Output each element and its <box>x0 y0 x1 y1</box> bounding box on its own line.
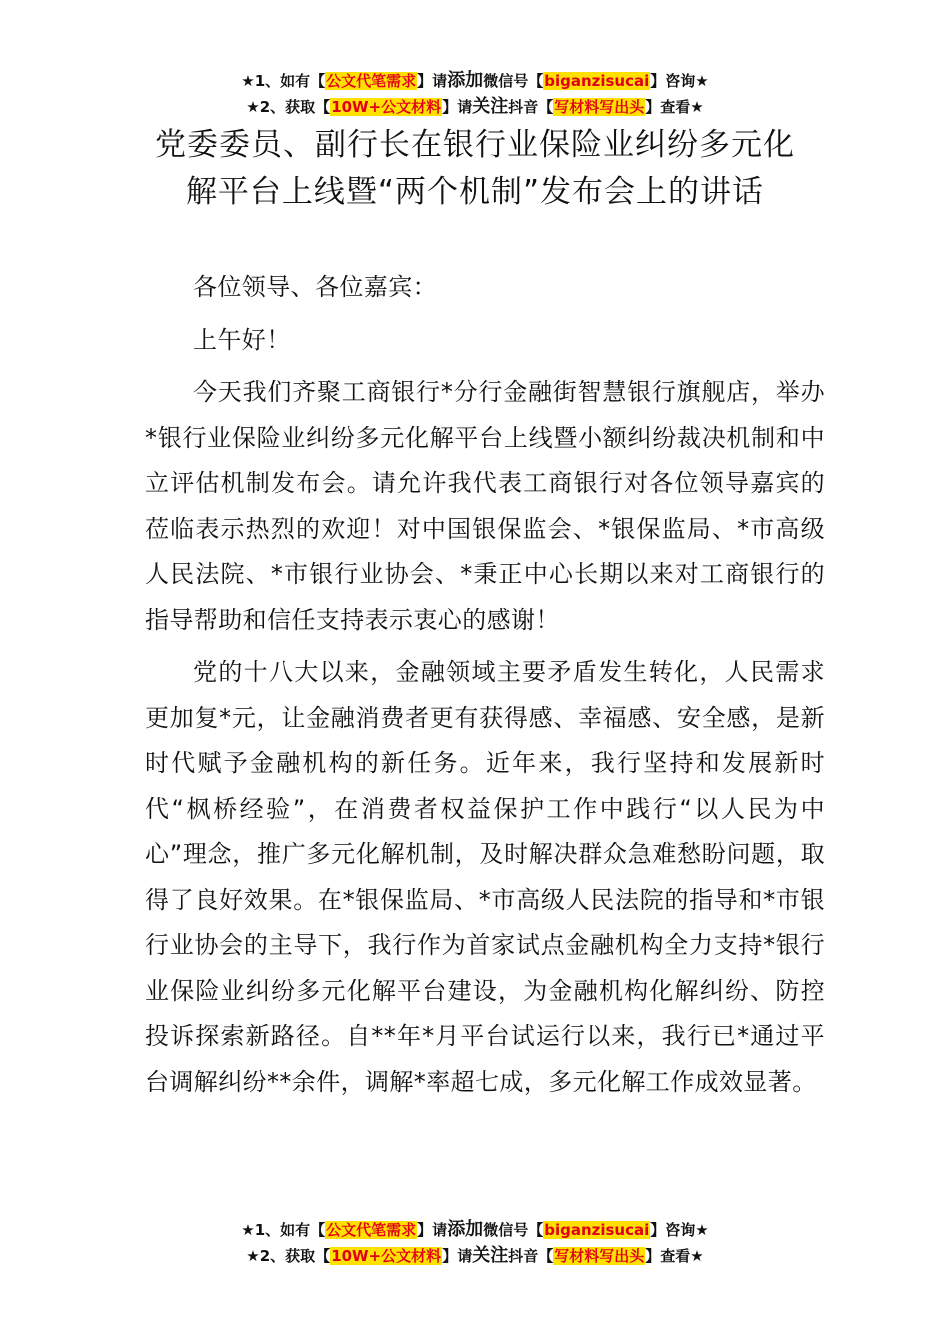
promo-text: 】查看★ <box>645 98 704 116</box>
promo-wechat-id: biganzisucai <box>544 72 650 90</box>
header-promo-banner <box>0 68 950 120</box>
promo-text: 微信号【 <box>483 72 544 90</box>
body-paragraph: 今天我们齐聚工商银行*分行金融街智慧银行旗舰店，举办*银行业保险业纠纷多元化解平台上线暨小额纠纷裁决机制和中立评估机制发布会。请允许我代表工商银行对各位领导嘉宾的莅临表示热烈的欢迎！对中国银保监会、*银保监局、*市高级人民法院、*市银行业协会、*秉正中心长期以来对工商银行的指导帮助和信任支持表示衷心的感谢！ <box>145 378 825 634</box>
promo-douyin-id: 写材料写出头 <box>554 1247 645 1265</box>
promo-line-2 <box>0 1243 950 1269</box>
promo-highlight: 10W+公文材料 <box>331 98 442 116</box>
promo-text: ★1、如有【 <box>241 72 326 90</box>
promo-highlight: 公文代笔需求 <box>326 1221 417 1239</box>
promo-text: ★1、如有【 <box>241 1221 326 1239</box>
body-paragraph: 党的十八大以来，金融领域主要矛盾发生转化，人民需求更加复*元，让金融消费者更有获得感、幸福感、安全感，是新时代赋予金融机构的新任务。近年来，我行坚持和发展新时代“枫桥经验”，在消费者权益保护工作中践行“以人民为中心”理念，推广多元化解机制，及时解决群众急难愁盼问题，取得了良好效果。在*银保监局、*市高级人民法院的指导和*市银行业协会的主导下，我行作为首家试点金融机构全力支持*银行业保险业纠纷多元化解平台建设，为金融机构化解纠纷、防控投诉探索新路径。自**年*月平台试运行以来，我行已*通过平台调解纠纷**余件，调解*率超七成，多元化解工作成效显著。 <box>145 658 825 1096</box>
promo-text: 微信号【 <box>483 1221 544 1239</box>
promo-highlight: 10W+公文材料 <box>331 1247 442 1265</box>
promo-text: 】查看★ <box>645 1247 704 1265</box>
promo-line-1 <box>0 68 950 94</box>
promo-emphasis: 添加 <box>447 1219 484 1240</box>
promo-text: 】请 <box>442 1247 473 1265</box>
greeting: 上午好！ <box>193 325 291 354</box>
promo-text: 】请 <box>417 72 448 90</box>
promo-text: 抖音【 <box>508 98 554 116</box>
promo-text: ★2、获取【 <box>246 98 331 116</box>
salutation: 各位领导、各位嘉宾： <box>193 273 437 301</box>
promo-text: ★2、获取【 <box>246 1247 331 1265</box>
promo-emphasis: 关注 <box>472 1245 509 1266</box>
promo-emphasis: 添加 <box>447 70 484 91</box>
promo-line-2 <box>0 94 950 120</box>
promo-highlight: 公文代笔需求 <box>326 72 417 90</box>
promo-text: 】请 <box>442 98 473 116</box>
promo-text: 抖音【 <box>508 1247 554 1265</box>
promo-text: 】咨询★ <box>650 72 709 90</box>
promo-text: 】咨询★ <box>650 1221 709 1239</box>
document-title: 党委委员、副行长在银行业保险业纠纷多元化解平台上线暨“两个机制”发布会上的讲话 <box>155 127 795 210</box>
promo-emphasis: 关注 <box>472 96 509 117</box>
footer-promo-banner <box>0 1217 950 1269</box>
promo-wechat-id: biganzisucai <box>544 1221 650 1239</box>
promo-douyin-id: 写材料写出头 <box>554 98 645 116</box>
promo-line-1 <box>0 1217 950 1243</box>
promo-text: 】请 <box>417 1221 448 1239</box>
document-body <box>145 265 825 1112</box>
